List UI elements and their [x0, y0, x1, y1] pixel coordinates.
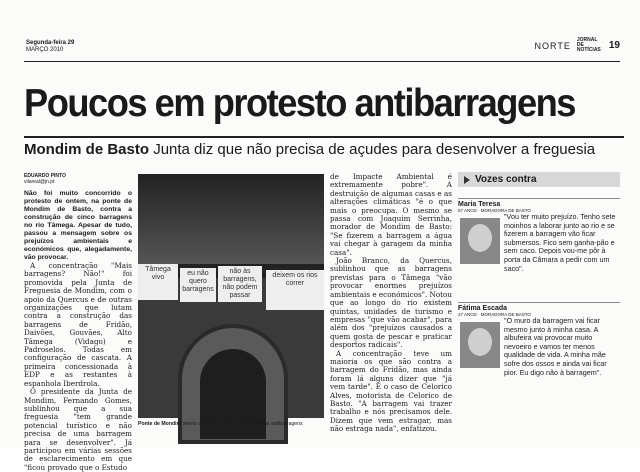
- protest-banner: Tâmega vivo: [138, 264, 178, 300]
- article-column-1: [24, 190, 132, 472]
- article-paragraph: A concentração teve um maioria os que são contra a barragem do Fridão, mas ainda foram lá alguns dizer que "já vem tarde". É o caso de Celorico Alves, motorista de Celorico de Basto. "A barragem vai trazer trabalho e nós precisamos dele. Dizem que vem estragar, mas não estraga nada", enfatizou.: [330, 348, 452, 434]
- article-paragraph: João Branco, da Quercus, sublinhou que as barragens previstas para o Tâmega "vão provocar enormes prejuízos ambientais e económicos". Notou que ao longo do rio existem quintas, unidades de turismo e empresas "que vão acabar", para além dos "prejuízos causados a quem gosta de pescar e praticar desportos radicais".: [330, 256, 452, 350]
- article-column-3: [330, 173, 452, 434]
- headline: Poucos em protesto antibarragens: [24, 82, 575, 125]
- portrait-photo: [460, 218, 500, 264]
- protest-banner: deixem os rios correr: [266, 270, 324, 310]
- article-paragraph: A concentração "Mais barragens? Não!" foi promovida pela Junta de Freguesia de Mondim, com o apoio da Quercus e de outras organizações que lutam contra a construção das barragens de Fridão, Daivões, Gouvães, Alto Tâmega (Vidago) e Padroselos. Todas em configuração de cascata. A primeira concessionada à EDP e as restantes à espanhola Iberdrola.: [24, 261, 132, 388]
- voice-quote-text: "O muro da barragem vai ficar mesmo junto à minha casa. A albufeira vai provocar muito nevoeiro e vamos ter menos qualidade de vida. A minha mãe sofre dos ossos e ainda vai ficar pior. Eu digo não à barragem".: [504, 316, 607, 377]
- author-name: EDUARDO PINTO: [24, 173, 66, 179]
- voice-name: Fátima Escada: [458, 302, 620, 312]
- subhead-text: Junta diz que não precisa de açudes para desenvolver a freguesia: [153, 141, 596, 158]
- protest-photo: [138, 174, 324, 418]
- subheadline: [24, 136, 624, 158]
- issue-date: [26, 40, 74, 54]
- section-name: NORTE: [534, 40, 571, 51]
- photo-sky: [138, 174, 324, 264]
- protest-banner: eu não quero barragens: [180, 268, 216, 302]
- paper-name: JORNAL DE NOTÍCIAS: [576, 37, 601, 53]
- voice-name: Maria Teresa: [458, 198, 620, 208]
- section-header: [535, 38, 620, 53]
- triangle-icon: [464, 176, 470, 184]
- byline: [24, 173, 66, 185]
- date-text: Segunda-feira 29: [26, 40, 75, 46]
- caption-bold: Ponte de Mondim: [138, 421, 182, 427]
- subhead-place: Mondim de Basto: [24, 141, 150, 158]
- voice-quote-text: "Vou ter muito prejuízo. Tenho sete moinhos a laborar junto ao rio e se fizerem a barragem vão ficar submersos. Fico sem ganha-pão e sem caco. Depois vou-me pôr à porta da Câmara a pedir com um saco".: [504, 212, 616, 273]
- article-paragraph: O presidente da Junta de Mondim, Fernando Gomes, sublinhou que a sua freguesia "tem grande potencial turístico e não precisa de uma barragem para se desenvolver". Já participou em várias sessões de esclarecimento em que "ficou provado que o Estudo: [24, 387, 132, 472]
- voice-item: [458, 302, 620, 377]
- caption-text: serviu de suporte para as mensagens antibarragens: [182, 421, 303, 427]
- author-email: vilareal@jn.pt: [24, 179, 55, 185]
- voice-age: 57 ANOS · MORADORA DE BASTO: [458, 208, 531, 213]
- protest-banner: não às barragens, não podem passar: [218, 266, 262, 302]
- photo-caption: [138, 421, 328, 427]
- article-lead: Não foi muito concorrido o protesto de ontem, na ponte de Mondim de Basto, contra a construção de cinco barragens no rio Tâmega. Apesar de tudo, passou a mensagem sobre os prejuízos ambientais e económicos que, alegadamente, vão provocar.: [24, 190, 132, 261]
- page-number: 19: [608, 40, 620, 51]
- article-paragraph: de Impacte Ambiental é extremamente pobre". A destruição de algumas casas e as alterações climáticas "é o que mais o preocupa. O mesmo se passa com Joaquim Serrinha, morador de Mondim de Basto: "Se fizerem a barragem a água vai chegar à garagem da minha casa".: [330, 172, 452, 257]
- voice-age: 27 ANOS · MORADORA DE BASTO: [458, 312, 531, 317]
- month-text: MARÇO 2010: [26, 47, 64, 53]
- sidebar-title: Vozes contra: [475, 174, 537, 185]
- voice-item: [458, 198, 620, 273]
- portrait-photo: [460, 322, 500, 368]
- sidebar-header: [458, 172, 620, 187]
- masthead: [24, 38, 620, 62]
- sidebar-vozes-contra: [458, 172, 620, 442]
